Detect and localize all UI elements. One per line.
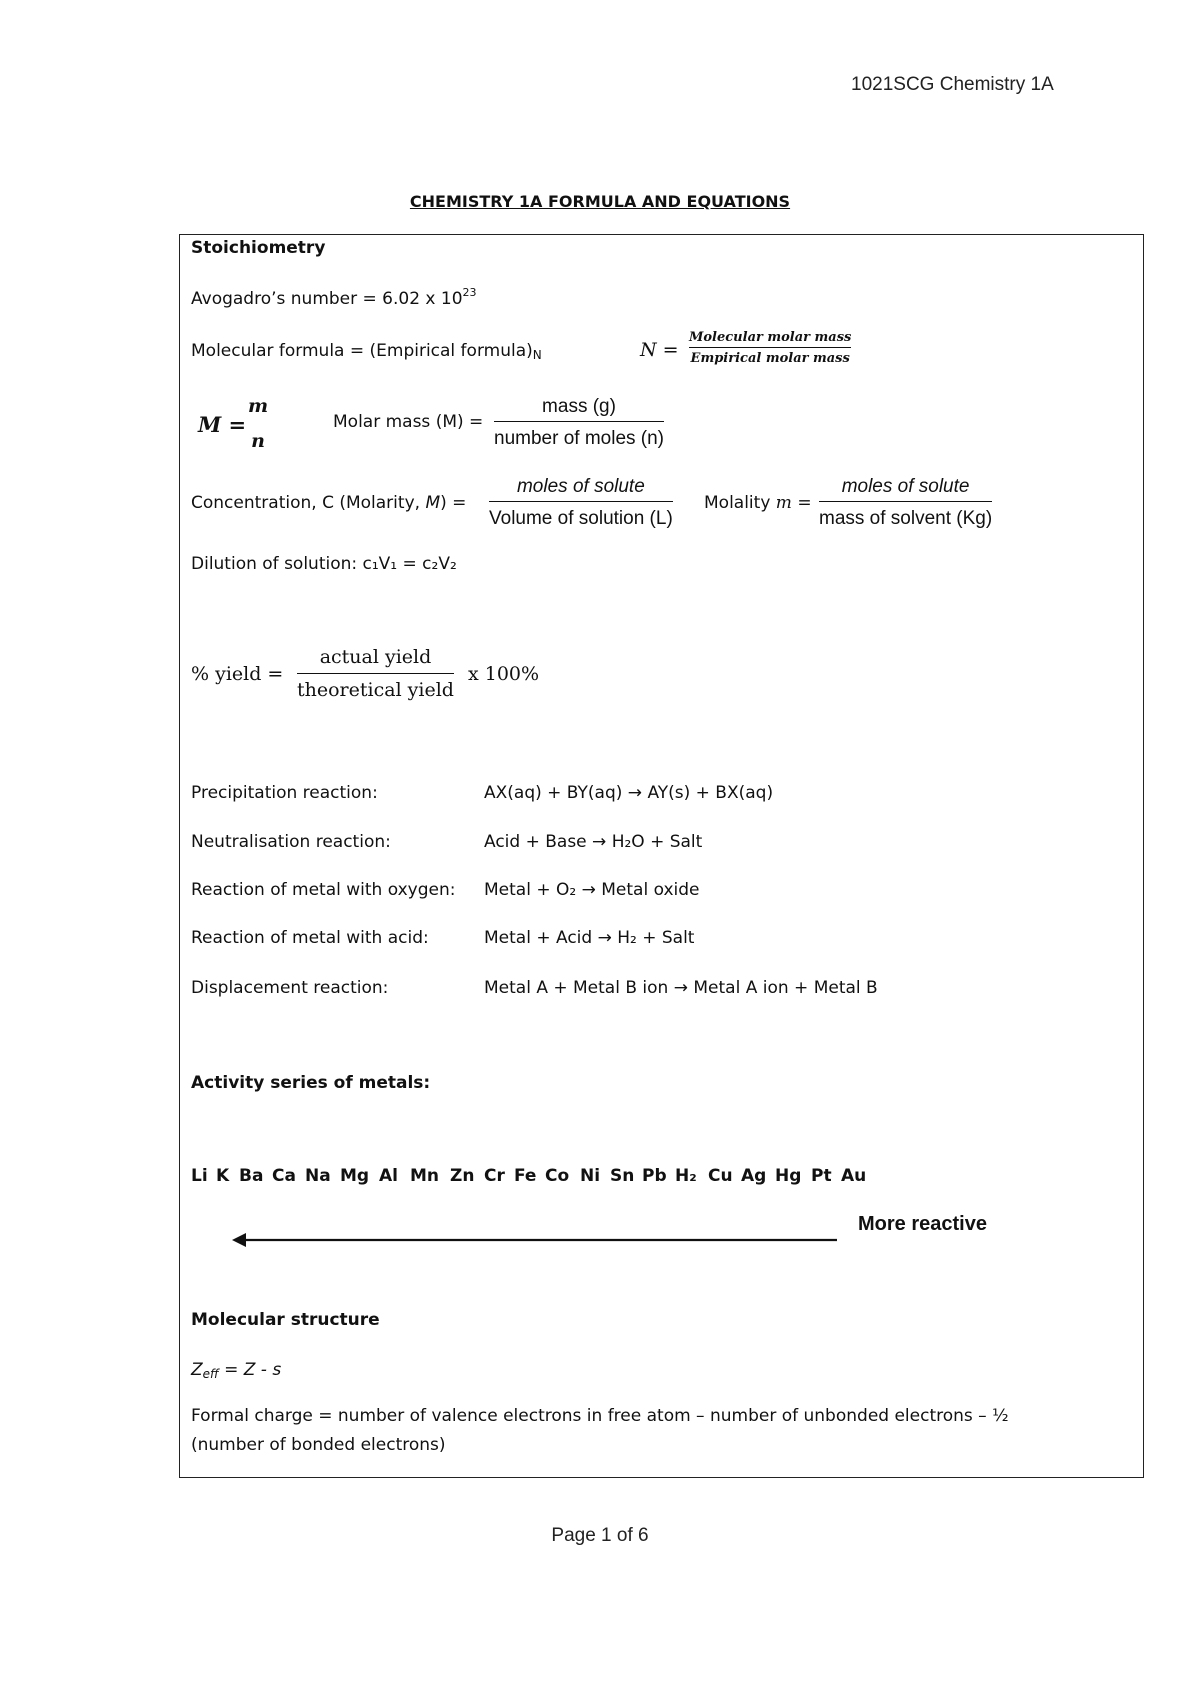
zeff-rhs: = Z - s [218,1360,282,1380]
metal-symbol: Co [545,1166,570,1186]
reaction-name: Neutralisation reaction: [191,832,391,852]
reaction-equation: Metal + Acid → H₂ + Salt [484,928,695,948]
running-header: 1021SCG Chemistry 1A [851,74,1054,95]
M-denominator: n [251,430,265,452]
yield-rhs: x 100% [468,663,540,685]
molality-denominator: mass of solvent (Kg) [819,508,993,529]
molar-mass-denominator: number of moles (n) [494,428,665,449]
metal-symbol: Ni [580,1166,601,1186]
metal-symbol: Sn [610,1166,635,1186]
metal-symbol: H₂ [675,1166,697,1186]
molecular-formula-text: Molecular formula = (Empirical formula) [191,341,533,361]
metal-symbol: Cu [708,1166,733,1186]
molarity-symbol: M [425,493,441,513]
molecular-formula-subscript: N [532,348,542,362]
M-lhs: M = [198,412,247,437]
metal-symbol: Pt [811,1166,832,1186]
molality-equals: = [791,493,812,513]
molar-mass-fraction [494,397,664,448]
molar-mass-numerator: mass (g) [542,396,616,417]
molality-symbol: m [775,493,792,513]
metal-symbol: Cr [484,1166,505,1186]
reaction-equation: Metal A + Metal B ion → Metal A ion + Metal B [484,978,878,998]
n-lhs: N = [640,339,679,361]
metal-symbol: Ag [741,1166,767,1186]
concentration-denominator: Volume of solution (L) [489,508,673,529]
metal-symbol: Fe [514,1166,537,1186]
yield-numerator: actual yield [319,646,432,668]
more-reactive-label: More reactive [858,1213,987,1235]
stoichiometry-heading: Stoichiometry [191,238,326,258]
zeff-subscript: eff [202,1367,219,1381]
page-title: CHEMISTRY 1A FORMULA AND EQUATIONS [409,192,791,211]
molecular-structure-heading: Molecular structure [191,1310,380,1330]
reaction-name: Reaction of metal with oxygen: [191,880,456,900]
metal-symbol: Pb [642,1166,667,1186]
zeff-equation [191,1362,281,1380]
yield-lhs: % yield = [191,663,284,685]
concentration-text: Concentration, C (Molarity, [191,493,426,513]
metal-symbol: Hg [775,1166,802,1186]
M-fraction [248,397,268,451]
avogadro-exponent: 23 [462,286,477,299]
reaction-name: Reaction of metal with acid: [191,928,429,948]
dilution-line: Dilution of solution: c₁V₁ = c₂V₂ [191,554,457,574]
left-arrow-icon [232,1230,842,1250]
metal-symbol: Li [191,1166,208,1186]
reaction-name: Displacement reaction: [191,978,389,998]
molality-lhs [704,495,812,512]
n-denominator: Empirical molar mass [690,351,850,366]
metal-symbol: Ba [239,1166,264,1186]
reaction-equation: Acid + Base → H₂O + Salt [484,832,703,852]
M-numerator: m [248,395,269,417]
concentration-fraction [489,477,673,528]
metal-symbol: Al [379,1166,398,1186]
metal-symbol: Au [841,1166,867,1186]
avogadro-line [191,287,477,308]
molality-fraction [819,477,992,528]
molar-mass-lhs: Molar mass (M) = [333,412,484,432]
zeff-symbol: Z [191,1360,203,1380]
concentration-lhs [191,495,466,512]
yield-fraction [297,648,454,700]
avogadro-text: Avogadro’s number = 6.02 x 10 [191,289,463,309]
metal-symbol: Ca [272,1166,296,1186]
metal-symbol: Mn [410,1166,440,1186]
molality-text: Molality [704,493,776,513]
metal-symbol: Zn [450,1166,475,1186]
n-fraction [689,331,851,365]
reaction-name: Precipitation reaction: [191,783,378,803]
metal-symbol: K [216,1166,230,1186]
molality-numerator: moles of solute [841,476,970,497]
activity-heading: Activity series of metals: [191,1073,431,1093]
molecular-formula-line [191,343,542,361]
n-numerator: Molecular molar mass [689,330,852,345]
yield-denominator: theoretical yield [297,679,454,701]
concentration-numerator: moles of solute [516,476,645,497]
reaction-equation: Metal + O₂ → Metal oxide [484,880,700,900]
metal-symbol: Na [305,1166,331,1186]
reaction-equation: AX(aq) + BY(aq) → AY(s) + BX(aq) [484,783,774,803]
formal-charge-line-1: Formal charge = number of valence electrons in free atom – number of unbonded electrons – ½ [191,1406,1009,1426]
formal-charge-line-2: (number of bonded electrons) [191,1435,446,1455]
metal-symbol: Mg [340,1166,370,1186]
concentration-equals: ) = [440,493,467,513]
page-number: Page 1 of 6 [551,1525,649,1546]
